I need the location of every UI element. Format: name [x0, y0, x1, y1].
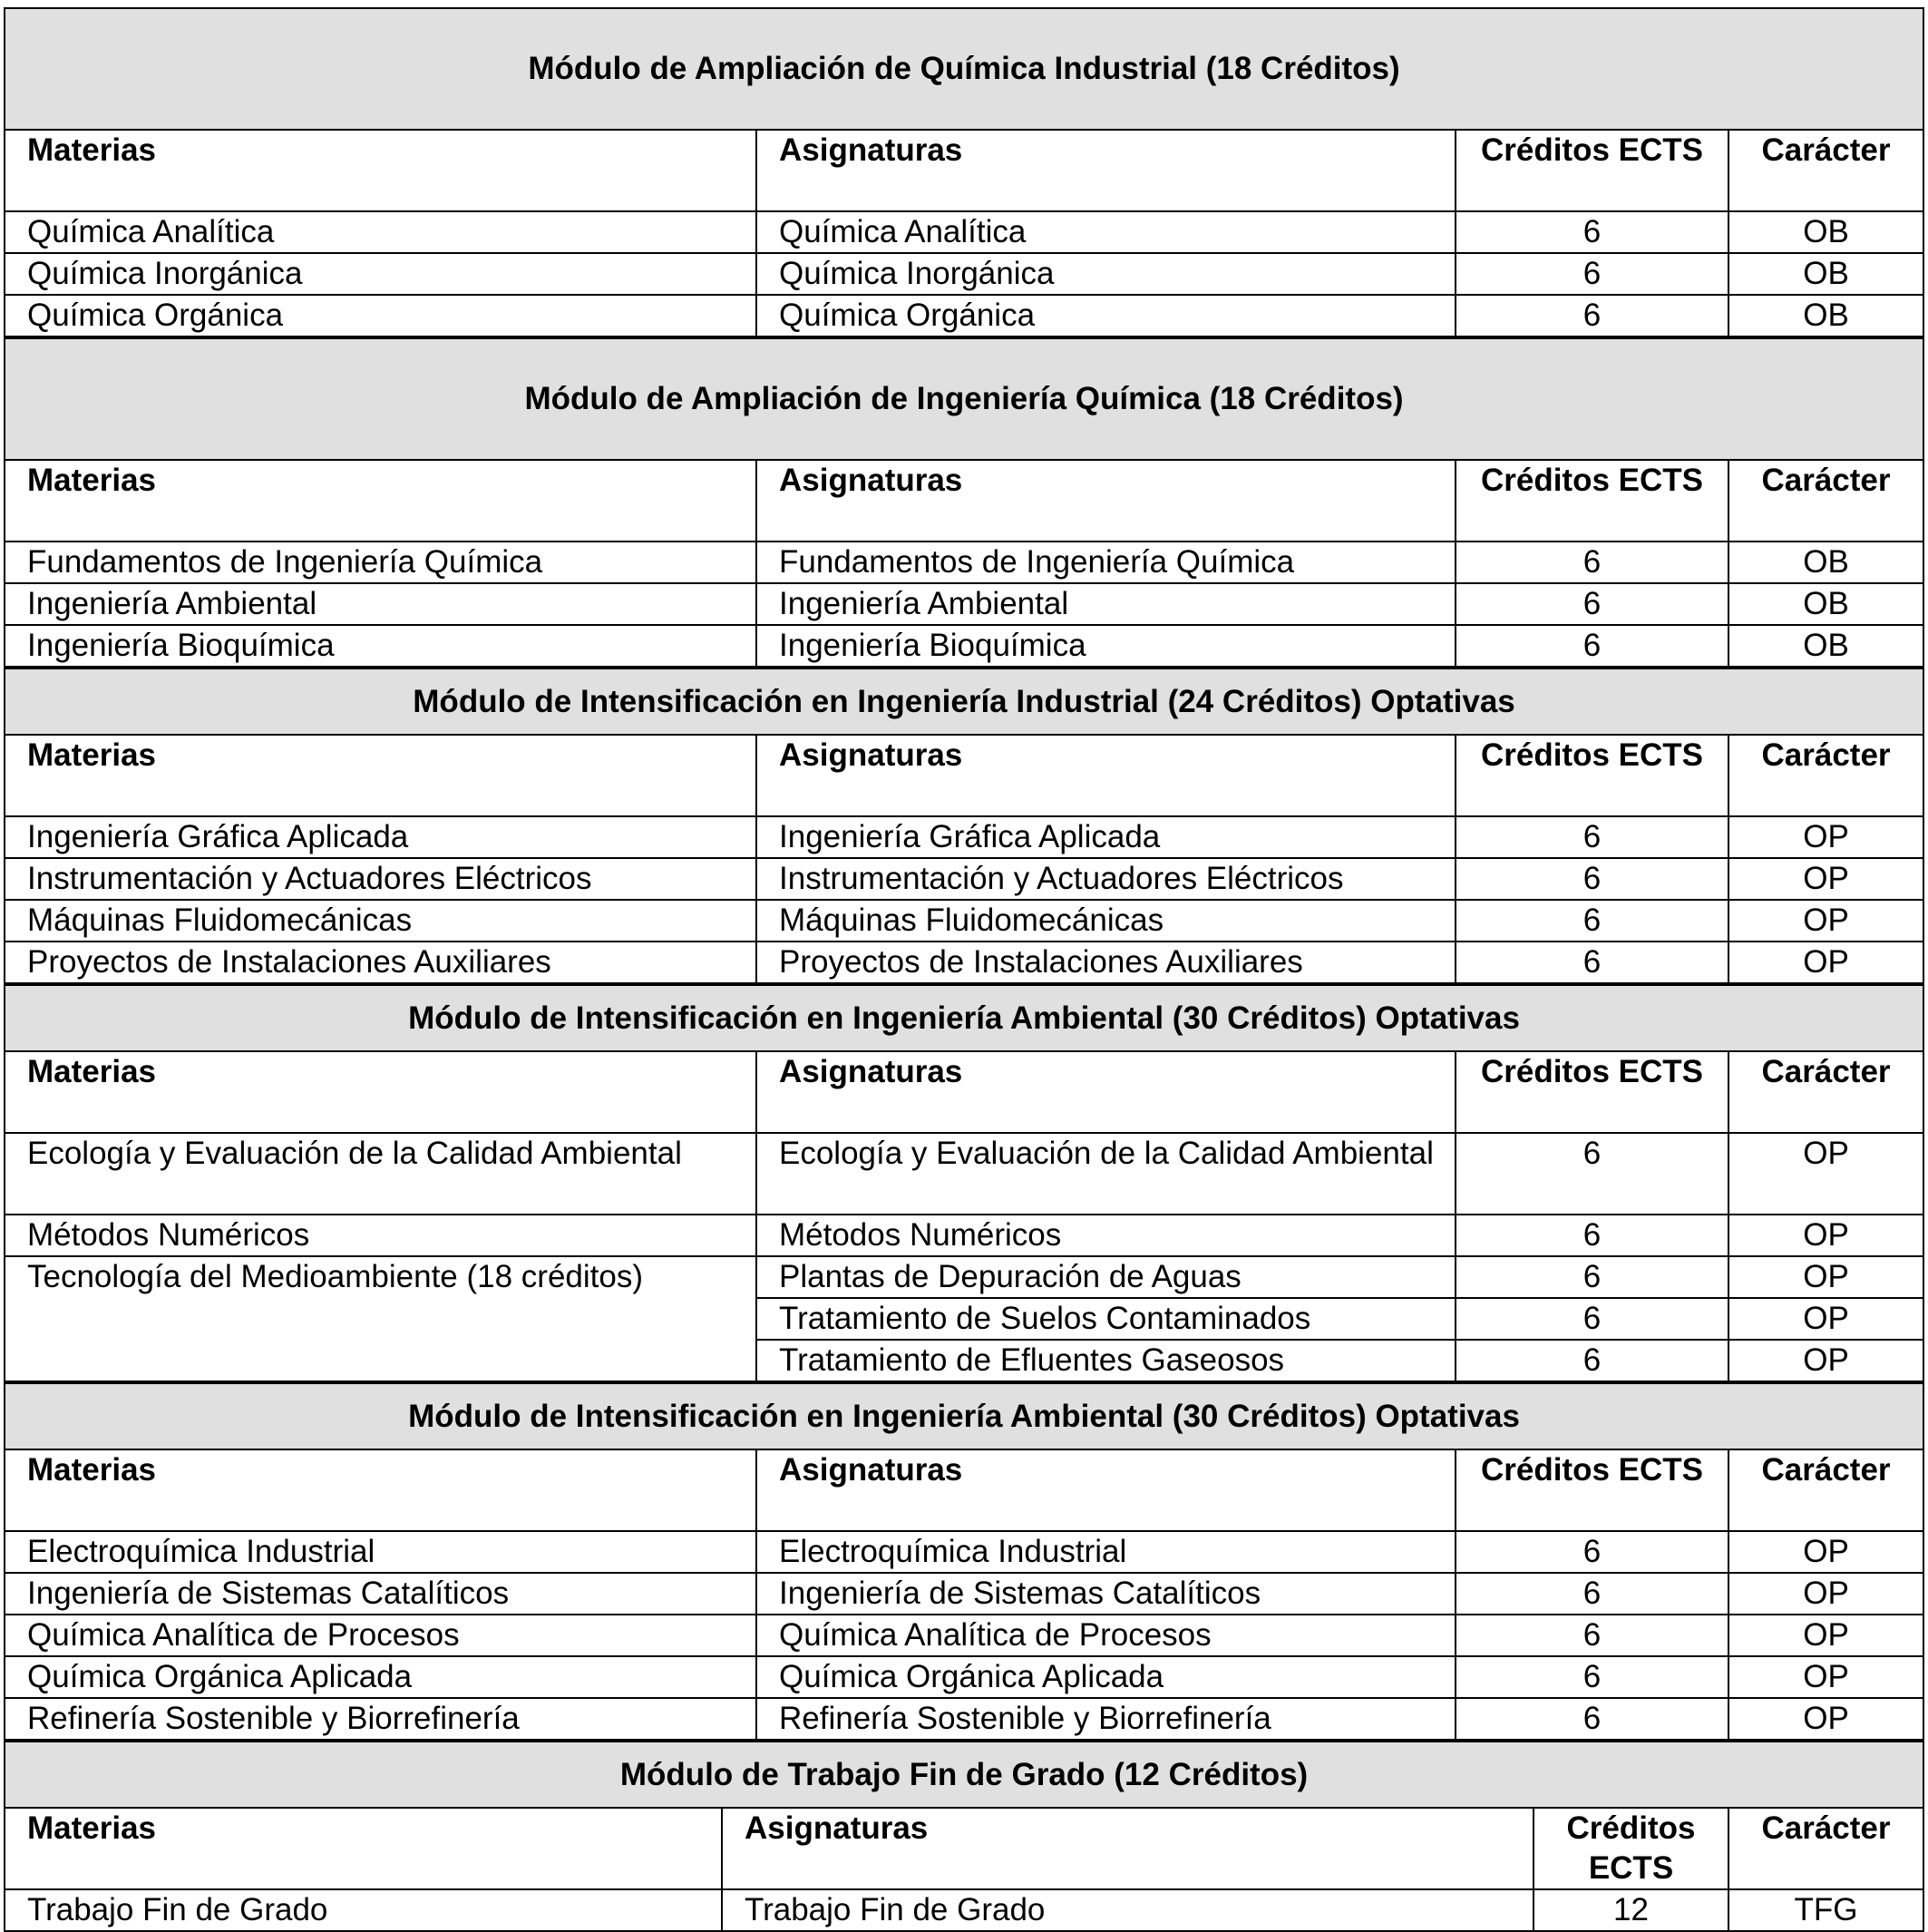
module-table	[4, 1741, 1924, 1932]
asignatura-cell: Ecología y Evaluación de la Calidad Ambiental	[756, 1133, 1456, 1215]
materia-cell: Refinería Sostenible y Biorrefinería	[5, 1698, 756, 1740]
header-creditos: Créditos ECTS	[1456, 1449, 1728, 1531]
caracter-cell: OP	[1728, 942, 1923, 983]
header-materias: Materias	[5, 1449, 756, 1531]
module-table	[4, 668, 1924, 984]
table-row	[5, 1615, 1923, 1656]
module-table	[4, 1382, 1924, 1741]
materia-cell: Ingeniería Gráfica Aplicada	[5, 816, 756, 858]
creditos-cell: 6	[1456, 900, 1728, 942]
asignatura-cell: Plantas de Depuración de Aguas	[756, 1256, 1456, 1298]
creditos-cell: 6	[1456, 1531, 1728, 1573]
table-row	[5, 253, 1923, 295]
module-table	[4, 337, 1924, 668]
asignatura-cell: Refinería Sostenible y Biorrefinería	[756, 1698, 1456, 1740]
creditos-cell: 6	[1456, 583, 1728, 625]
caracter-cell: OP	[1728, 858, 1923, 900]
header-materias: Materias	[5, 130, 756, 211]
table-row	[5, 1256, 1923, 1298]
materia-cell: Química Inorgánica	[5, 253, 756, 295]
table-row	[5, 1531, 1923, 1573]
creditos-cell: 6	[1456, 253, 1728, 295]
creditos-cell: 6	[1456, 625, 1728, 667]
caracter-cell: OB	[1728, 583, 1923, 625]
caracter-cell: OP	[1728, 1573, 1923, 1615]
caracter-cell: OP	[1728, 1656, 1923, 1698]
module-title: Módulo de Intensificación en Ingeniería Industrial (24 Créditos) Optativas	[5, 668, 1923, 735]
creditos-cell: 6	[1456, 542, 1728, 583]
materia-cell: Trabajo Fin de Grado	[5, 1889, 722, 1931]
creditos-cell: 12	[1534, 1889, 1728, 1931]
caracter-cell: TFG	[1728, 1889, 1923, 1931]
materia-cell: Ingeniería de Sistemas Catalíticos	[5, 1573, 756, 1615]
asignatura-cell: Ingeniería Gráfica Aplicada	[756, 816, 1456, 858]
table-row	[5, 1656, 1923, 1698]
materia-cell: Ingeniería Ambiental	[5, 583, 756, 625]
asignatura-cell: Tratamiento de Efluentes Gaseosos	[756, 1340, 1456, 1381]
materia-cell: Química Orgánica	[5, 295, 756, 337]
table-row	[5, 211, 1923, 253]
asignatura-cell: Instrumentación y Actuadores Eléctricos	[756, 858, 1456, 900]
materia-cell: Ingeniería Bioquímica	[5, 625, 756, 667]
asignatura-cell: Trabajo Fin de Grado	[722, 1889, 1534, 1931]
header-creditos: Créditos ECTS	[1534, 1808, 1728, 1889]
materia-cell: Métodos Numéricos	[5, 1215, 756, 1256]
asignatura-cell: Química Analítica	[756, 211, 1456, 253]
creditos-cell: 6	[1456, 211, 1728, 253]
asignatura-cell: Ingeniería de Sistemas Catalíticos	[756, 1573, 1456, 1615]
header-asignaturas: Asignaturas	[756, 130, 1456, 211]
caracter-cell: OP	[1728, 1698, 1923, 1740]
header-asignaturas: Asignaturas	[756, 735, 1456, 816]
asignatura-cell: Química Inorgánica	[756, 253, 1456, 295]
header-caracter: Carácter	[1728, 1808, 1923, 1889]
caracter-cell: OB	[1728, 211, 1923, 253]
caracter-cell: OB	[1728, 542, 1923, 583]
creditos-cell: 6	[1456, 816, 1728, 858]
module-title: Módulo de Trabajo Fin de Grado (12 Créditos)	[5, 1742, 1923, 1808]
creditos-cell: 6	[1456, 1298, 1728, 1340]
materia-cell: Proyectos de Instalaciones Auxiliares	[5, 942, 756, 983]
asignatura-cell: Electroquímica Industrial	[756, 1531, 1456, 1573]
materia-cell: Electroquímica Industrial	[5, 1531, 756, 1573]
creditos-cell: 6	[1456, 1656, 1728, 1698]
materia-cell: Química Orgánica Aplicada	[5, 1656, 756, 1698]
creditos-cell: 6	[1456, 1256, 1728, 1298]
header-materias: Materias	[5, 1051, 756, 1133]
materia-cell: Ecología y Evaluación de la Calidad Ambiental	[5, 1133, 756, 1215]
asignatura-cell: Química Analítica de Procesos	[756, 1615, 1456, 1656]
caracter-cell: OP	[1728, 900, 1923, 942]
header-materias: Materias	[5, 460, 756, 542]
table-row	[5, 1573, 1923, 1615]
caracter-cell: OP	[1728, 1133, 1923, 1215]
creditos-cell: 6	[1456, 1133, 1728, 1215]
header-creditos: Créditos ECTS	[1456, 460, 1728, 542]
table-row	[5, 1215, 1923, 1256]
header-caracter: Carácter	[1728, 735, 1923, 816]
header-caracter: Carácter	[1728, 130, 1923, 211]
header-caracter: Carácter	[1728, 460, 1923, 542]
creditos-cell: 6	[1456, 1615, 1728, 1656]
table-row	[5, 625, 1923, 667]
header-asignaturas: Asignaturas	[756, 1449, 1456, 1531]
materia-cell: Química Analítica	[5, 211, 756, 253]
asignatura-cell: Ingeniería Bioquímica	[756, 625, 1456, 667]
table-row	[5, 1889, 1923, 1931]
asignatura-cell: Química Orgánica Aplicada	[756, 1656, 1456, 1698]
caracter-cell: OP	[1728, 1531, 1923, 1573]
materia-cell: Tecnología del Medioambiente (18 créditos)	[5, 1256, 756, 1381]
header-caracter: Carácter	[1728, 1449, 1923, 1531]
study-plan-document	[4, 7, 1923, 1932]
header-caracter: Carácter	[1728, 1051, 1923, 1133]
asignatura-cell: Química Orgánica	[756, 295, 1456, 337]
table-row	[5, 542, 1923, 583]
table-row	[5, 1133, 1923, 1215]
table-row	[5, 858, 1923, 900]
header-asignaturas: Asignaturas	[722, 1808, 1534, 1889]
caracter-cell: OB	[1728, 625, 1923, 667]
creditos-cell: 6	[1456, 1698, 1728, 1740]
header-materias: Materias	[5, 735, 756, 816]
header-creditos: Créditos ECTS	[1456, 735, 1728, 816]
materia-cell: Fundamentos de Ingeniería Química	[5, 542, 756, 583]
caracter-cell: OP	[1728, 1215, 1923, 1256]
header-asignaturas: Asignaturas	[756, 460, 1456, 542]
module-title: Módulo de Intensificación en Ingeniería Ambiental (30 Créditos) Optativas	[5, 1383, 1923, 1449]
table-row	[5, 295, 1923, 337]
table-row	[5, 1698, 1923, 1740]
module-table	[4, 984, 1924, 1382]
asignatura-cell: Métodos Numéricos	[756, 1215, 1456, 1256]
module-table	[4, 7, 1924, 337]
module-title: Módulo de Intensificación en Ingeniería Ambiental (30 Créditos) Optativas	[5, 985, 1923, 1051]
materia-cell: Instrumentación y Actuadores Eléctricos	[5, 858, 756, 900]
asignatura-cell: Tratamiento de Suelos Contaminados	[756, 1298, 1456, 1340]
creditos-cell: 6	[1456, 942, 1728, 983]
table-row	[5, 900, 1923, 942]
materia-cell: Máquinas Fluidomecánicas	[5, 900, 756, 942]
creditos-cell: 6	[1456, 858, 1728, 900]
creditos-cell: 6	[1456, 1573, 1728, 1615]
table-row	[5, 942, 1923, 983]
header-creditos: Créditos ECTS	[1456, 130, 1728, 211]
module-title: Módulo de Ampliación de Química Industrial (18 Créditos)	[5, 8, 1923, 130]
creditos-cell: 6	[1456, 295, 1728, 337]
caracter-cell: OB	[1728, 253, 1923, 295]
caracter-cell: OB	[1728, 295, 1923, 337]
caracter-cell: OP	[1728, 816, 1923, 858]
creditos-cell: 6	[1456, 1340, 1728, 1381]
module-title: Módulo de Ampliación de Ingeniería Química (18 Créditos)	[5, 338, 1923, 460]
asignatura-cell: Proyectos de Instalaciones Auxiliares	[756, 942, 1456, 983]
caracter-cell: OP	[1728, 1256, 1923, 1298]
asignatura-cell: Ingeniería Ambiental	[756, 583, 1456, 625]
table-row	[5, 583, 1923, 625]
caracter-cell: OP	[1728, 1340, 1923, 1381]
caracter-cell: OP	[1728, 1298, 1923, 1340]
caracter-cell: OP	[1728, 1615, 1923, 1656]
materia-cell: Química Analítica de Procesos	[5, 1615, 756, 1656]
header-asignaturas: Asignaturas	[756, 1051, 1456, 1133]
header-materias: Materias	[5, 1808, 722, 1889]
asignatura-cell: Fundamentos de Ingeniería Química	[756, 542, 1456, 583]
header-creditos: Créditos ECTS	[1456, 1051, 1728, 1133]
asignatura-cell: Máquinas Fluidomecánicas	[756, 900, 1456, 942]
creditos-cell: 6	[1456, 1215, 1728, 1256]
table-row	[5, 816, 1923, 858]
